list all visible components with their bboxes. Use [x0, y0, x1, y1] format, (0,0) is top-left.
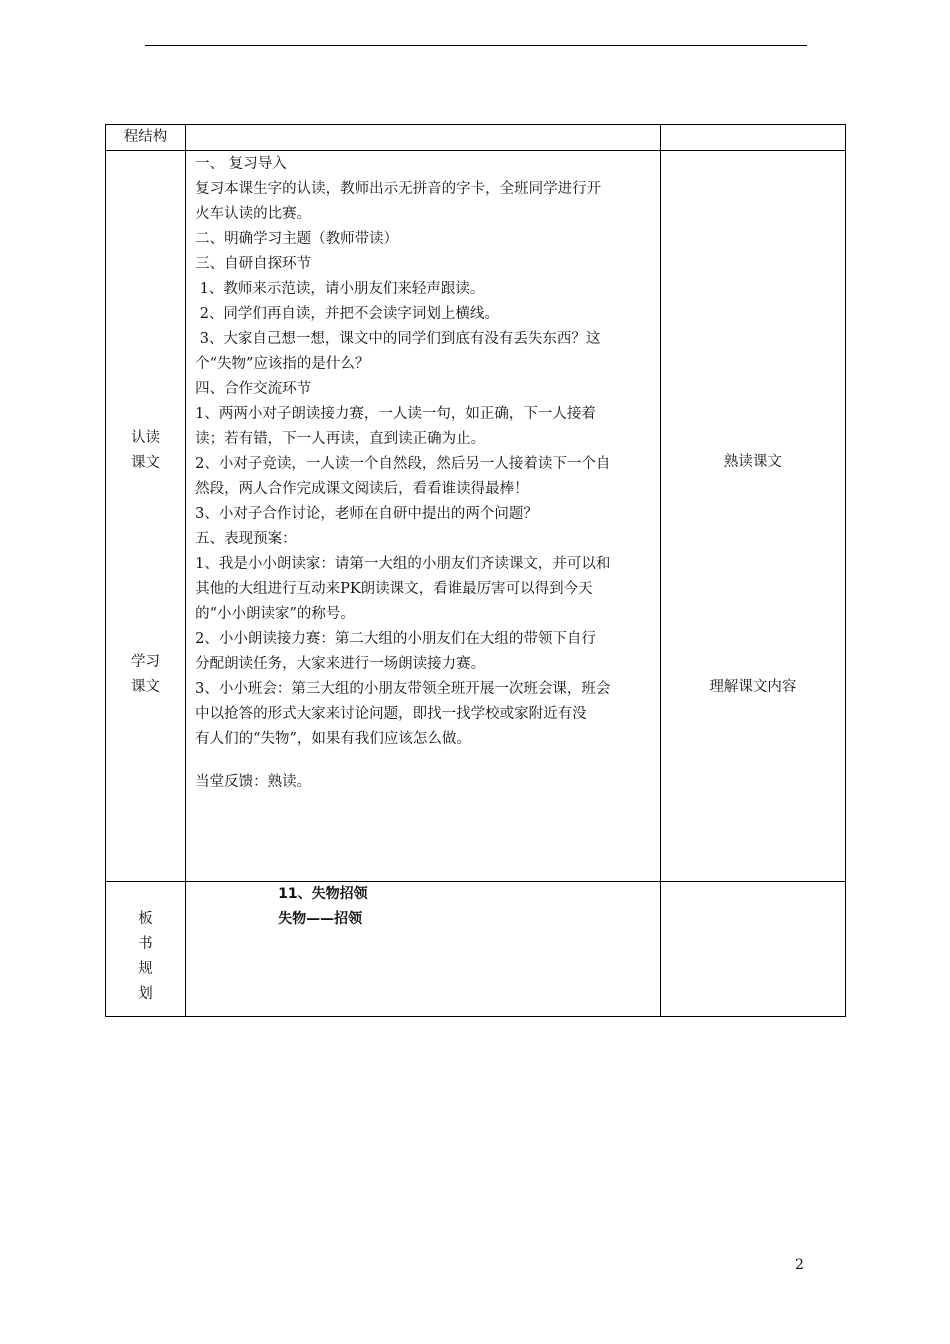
content-line: 中以抢答的形式大家来讨论问题，即找一找学校或家附近有没 — [195, 706, 587, 722]
content-line: 1、两两小对子朗读接力赛，一人读一句，如正确，下一人接着 — [195, 406, 596, 422]
content-line: 3、小小班会：第三大组的小朋友带领全班开展一次班会课，班会 — [195, 681, 611, 697]
content-line: 三、自研自探环节 — [195, 256, 312, 272]
stage-label-read-text: 认读 课文 — [131, 430, 161, 471]
table-main-row — [106, 151, 846, 882]
table-header-row — [106, 125, 846, 151]
content-line: 分配朗读任务，大家来进行一场朗读接力赛。 — [195, 656, 486, 672]
header-cell-content — [186, 125, 661, 151]
goal-cell — [660, 151, 845, 882]
goal-understand-content: 理解课文内容 — [709, 679, 797, 695]
content-line: 3、大家自己想一想，课文中的同学们到底有没有丢失东西？这 — [195, 331, 601, 347]
content-line: 二、明确学习主题（教师带读） — [195, 231, 399, 247]
content-line: 然段，两人合作完成课文阅读后，看看谁读得最棒！ — [195, 481, 529, 497]
activity-content — [186, 151, 660, 795]
lesson-plan-table — [105, 124, 846, 1017]
board-plan-empty — [660, 882, 845, 1017]
content-line: 有人们的“失物”，如果有我们应该怎么做。 — [195, 731, 471, 747]
content-line: 一、 复习导入 — [195, 156, 287, 172]
content-line: 其他的大组进行互动来PK朗读课文，看谁最厉害可以得到今天 — [195, 581, 593, 597]
stage-label-cell — [106, 151, 186, 882]
stage-label-study-text: 学习 课文 — [131, 654, 161, 695]
board-plan-content — [186, 882, 661, 1017]
board-subtitle: 失物——招领 — [278, 911, 363, 927]
content-line: 四、合作交流环节 — [195, 381, 312, 397]
content-line: 2、小对子竞读，一人读一个自然段，然后另一人接着读下一个自 — [195, 456, 611, 472]
activity-content-cell — [186, 151, 661, 882]
content-line: 复习本课生字的认读，教师出示无拼音的字卡，全班同学进行开 — [195, 181, 602, 197]
content-line: 1、教师来示范读，请小朋友们来轻声跟读。 — [195, 281, 485, 297]
page-number: 2 — [795, 1257, 804, 1273]
board-plan-label: 板 书 规 划 — [106, 882, 186, 1017]
content-line: 的“小小朗读家”的称号。 — [195, 606, 355, 622]
content-line: 1、我是小小朗读家：请第一大组的小朋友们齐读课文，并可以和 — [195, 556, 611, 572]
board-title: 11、失物招领 — [278, 886, 368, 902]
table-board-row — [106, 882, 846, 1017]
content-line: 五、表现预案： — [195, 531, 297, 547]
feedback-line: 当堂反馈：熟读。 — [195, 774, 312, 790]
content-line: 3、小对子合作讨论，老师在自研中提出的两个问题？ — [195, 506, 538, 522]
content-line: 2、同学们再自读，并把不会读字词划上横线。 — [195, 306, 499, 322]
content-line: 火车认读的比赛。 — [195, 206, 312, 222]
header-rule — [145, 45, 807, 46]
content-line: 读；若有错，下一人再读，直到读正确为止。 — [195, 431, 486, 447]
header-cell-goal — [660, 125, 845, 151]
content-line: 个“失物”应该指的是什么？ — [195, 356, 370, 372]
goal-read-fluently: 熟读课文 — [723, 454, 782, 470]
header-cell-structure: 程结构 — [106, 125, 186, 151]
content-line: 2、小小朗读接力赛：第二大组的小朋友们在大组的带领下自行 — [195, 631, 596, 647]
